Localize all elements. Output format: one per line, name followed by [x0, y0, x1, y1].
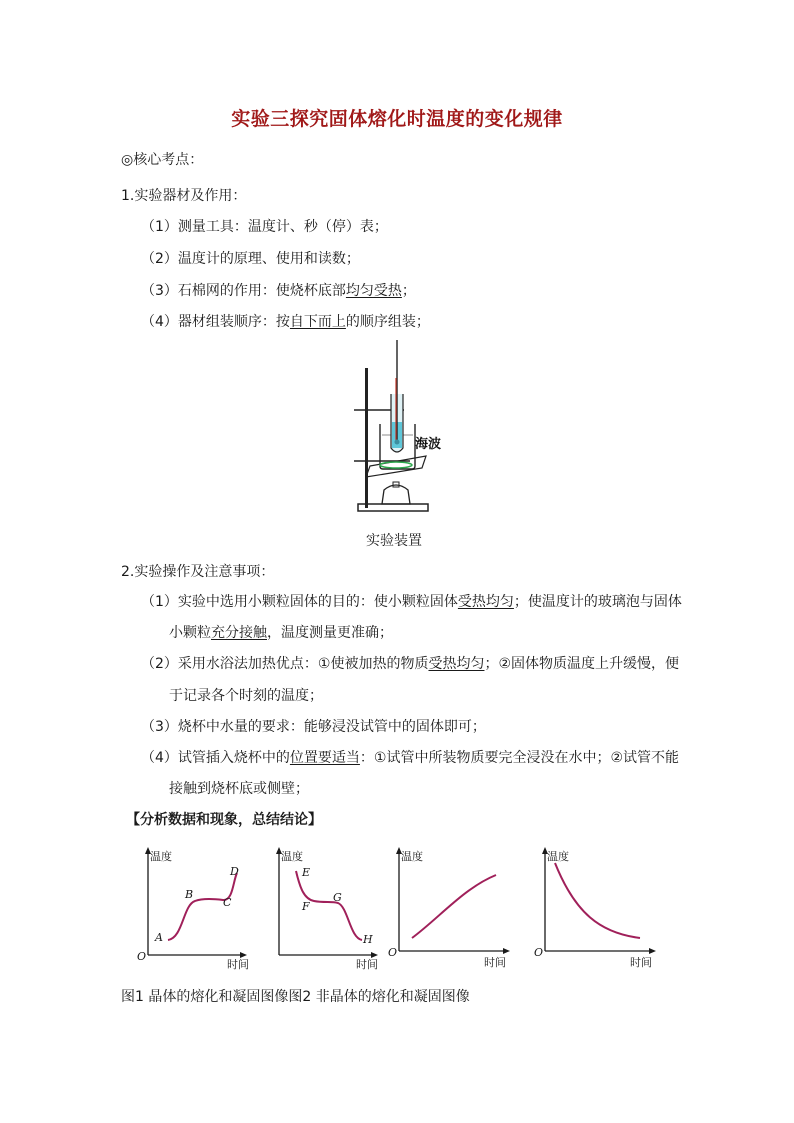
section1-item1: （1）测量工具：温度计、秒（停）表；: [141, 219, 388, 235]
point-label: D: [230, 865, 239, 878]
section2-item2-line1: [141, 654, 679, 674]
figure-caption: 图1 晶体的熔化和凝固图像图2 非晶体的熔化和凝固图像: [121, 989, 470, 1005]
y-axis-label: 温度: [547, 850, 569, 863]
underlined-term: 受热均匀: [428, 656, 485, 672]
x-axis-label: 时间: [356, 958, 378, 971]
text: ；: [401, 283, 416, 299]
underlined-term: 受热均匀: [457, 594, 514, 610]
section2-item4-line1: [141, 748, 679, 768]
section2-item4-line2: 接触到烧杯底或侧壁；: [169, 781, 309, 797]
x-axis-label: 时间: [227, 958, 249, 971]
section2-item2-line2: 于记录各个时刻的温度；: [169, 688, 323, 704]
text: （3）石棉网的作用：使烧杯底部: [141, 283, 346, 299]
point-label: G: [333, 891, 342, 904]
apparatus-illustration: [348, 338, 448, 520]
text: ：①试管中所装物质要完全浸没在水中；②试管不能: [359, 750, 680, 766]
y-axis-label: 温度: [401, 850, 423, 863]
point-label: F: [302, 900, 310, 913]
y-axis-label: 温度: [281, 850, 303, 863]
point-label: H: [363, 933, 373, 946]
text: 的顺序组装；: [345, 314, 430, 330]
underlined-term: 位置要适当: [289, 750, 360, 766]
underlined-term: 均匀受热: [345, 283, 402, 299]
graph-amorphous-melting: [384, 843, 514, 973]
point-label: A: [155, 931, 163, 944]
text: （1）实验中选用小颗粒固体的目的：使小颗粒固体: [141, 594, 458, 610]
graph-crystal-solidifying: [264, 843, 384, 973]
point-label: C: [223, 896, 232, 909]
point-label: E: [302, 866, 311, 879]
apparatus-caption: 实验装置: [366, 533, 422, 549]
text: （2）采用水浴法加热优点：①使被加热的物质: [141, 656, 429, 672]
graph-crystal-melting: [133, 843, 253, 973]
text: （4）器材组装顺序：按: [141, 314, 290, 330]
point-label: B: [185, 888, 194, 901]
analysis-heading: 【分析数据和现象，总结结论】: [126, 812, 322, 828]
graph-amorphous-solidifying: [530, 843, 660, 973]
section2-item1-line2: [169, 623, 393, 643]
underlined-term: 充分接触: [211, 625, 267, 641]
underlined-term: 自下而上: [289, 314, 346, 330]
text: ；②固体物质温度上升缓慢，便: [484, 656, 680, 672]
page-title: 实验三探究固体熔化时温度的变化规律: [231, 108, 563, 130]
text: ；使温度计的玻璃泡与固体: [513, 594, 682, 610]
section2-heading: 2.实验操作及注意事项：: [121, 564, 275, 580]
section2-item1-line1: [141, 592, 682, 612]
section1-heading: 1.实验器材及作用：: [121, 188, 247, 204]
origin-label: O: [534, 946, 544, 959]
x-axis-label: 时间: [630, 956, 652, 969]
text: ，温度测量更准确；: [267, 625, 393, 641]
origin-label: O: [137, 950, 147, 963]
section1-item4: [141, 312, 430, 332]
section2-item3: （3）烧杯中水量的要求：能够浸没试管中的固体即可；: [141, 719, 486, 735]
x-axis-label: 时间: [484, 956, 506, 969]
y-axis-label: 温度: [150, 850, 172, 863]
text: 小颗粒: [169, 625, 211, 641]
origin-label: O: [388, 946, 398, 959]
section1-item3: [141, 281, 416, 301]
text: （4）试管插入烧杯中的: [141, 750, 290, 766]
section1-item2: （2）温度计的原理、使用和读数；: [141, 251, 360, 267]
apparatus-label: 海波: [415, 437, 442, 452]
core-heading: ◎核心考点：: [121, 152, 204, 168]
